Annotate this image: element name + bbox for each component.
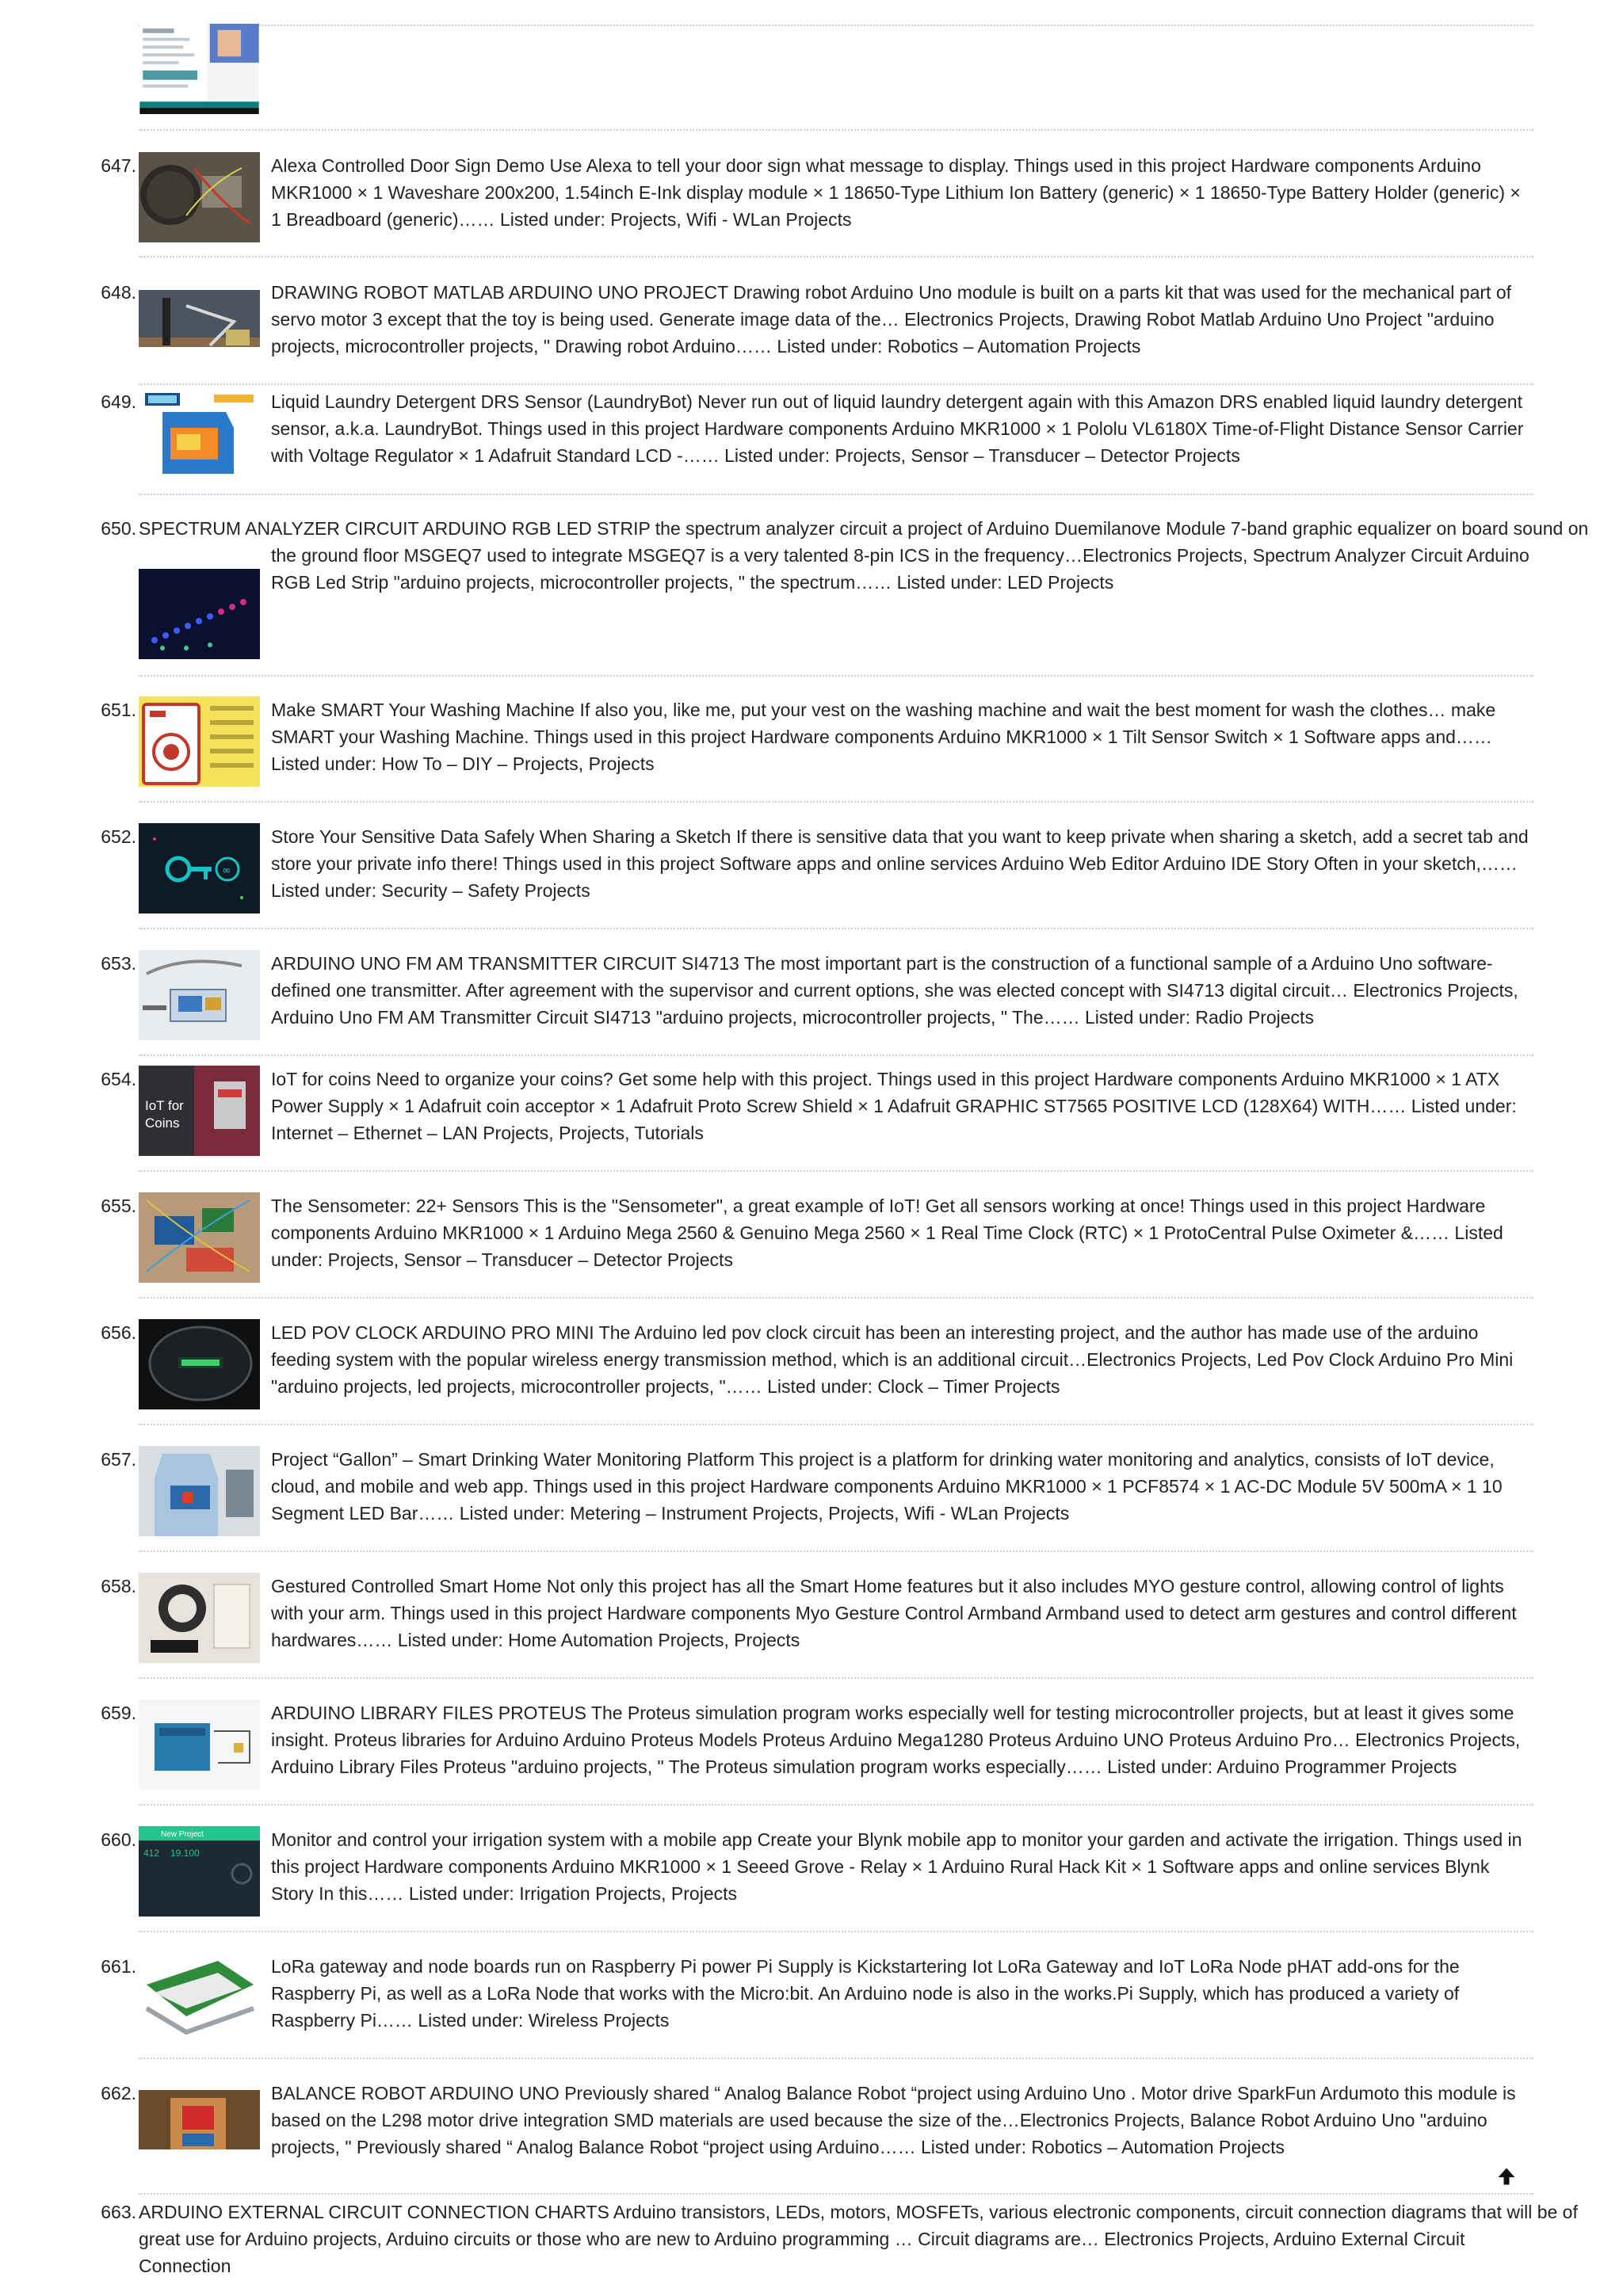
- separator: [139, 256, 1533, 257]
- project-thumbnail[interactable]: [139, 823, 260, 913]
- thumbnail-image: [139, 24, 260, 114]
- thumbnail-image: [139, 1319, 260, 1409]
- item-number: 657.: [101, 1449, 136, 1470]
- thumbnail-image: [139, 696, 260, 787]
- item-number: 653.: [101, 953, 136, 974]
- item-description[interactable]: IoT for coins Need to organize your coins? Get some help with this project. Things used in this project Hardware components Arduino MKR1000 × 1 ATX Power Supply × 1 Adafruit coin acceptor × 1 Adafruit Proto Screw Shield × 1 Adafruit GRAPHIC ST7565 POSITIVE LCD (128X64) WITH…… Listed under: Internet – Ethernet – LAN Projects, Projects, Tutorials: [271, 1069, 1517, 1143]
- project-thumbnail[interactable]: [139, 388, 260, 479]
- project-thumbnail[interactable]: [139, 1826, 260, 1917]
- separator: [139, 129, 1533, 131]
- thumbnail-image: [139, 1699, 260, 1790]
- thumbnail-image: [139, 1446, 260, 1536]
- separator: [139, 383, 1533, 385]
- item-description[interactable]: Gestured Controlled Smart Home Not only this project has all the Smart Home features but it also includes MYO gesture control, allowing control of lights with your arm. Things used in this project Hardware components Myo Gesture Control Armband Armband used to detect arm gestures and control different hardwares…… Listed under: Home Automation Projects, Projects: [271, 1576, 1517, 1650]
- separator: [139, 928, 1533, 929]
- item-number: 662.: [101, 2083, 136, 2103]
- item-description[interactable]: Project “Gallon” – Smart Drinking Water Monitoring Platform This project is a platform for drinking water monitoring and analytics, consists of IoT device, cloud, and mobile and web app. Things used in this project Hardware components Arduino MKR1000 × 1 PCF8574 × 1 AC-DC Module 5V 500mA × 1 10 Segment LED Bar…… Listed under: Metering – Instrument Projects, Projects, Wifi - WLan Projects: [271, 1449, 1503, 1524]
- separator: [139, 1804, 1533, 1806]
- item-description[interactable]: ARDUINO UNO FM AM TRANSMITTER CIRCUIT SI4713 The most important part is the construction of a functional sample of a Arduino Uno software-defined one transmitter. After agreement with the supervisor and current options, she was elected concept with SI4713 digital circuit… Electronics Projects, Arduino Uno FM AM Transmitter Circuit SI4713 "arduino projects, microcontroller projects, " The…… Listed under: Radio Projects: [271, 953, 1518, 1028]
- project-thumbnail[interactable]: [139, 1319, 260, 1409]
- thumbnail-image: [139, 2080, 260, 2149]
- project-thumbnail[interactable]: [139, 2080, 260, 2149]
- thumbnail-image: [139, 950, 260, 1040]
- project-thumbnail[interactable]: [139, 696, 260, 787]
- item-description[interactable]: DRAWING ROBOT MATLAB ARDUINO UNO PROJECT Drawing robot Arduino Uno module is built on a parts kit that was used for the mechanical part of servo motor 3 except that the toy is being used. Generate image data of the… Electronics Projects, Drawing Robot Matlab Arduino Uno Project "arduino projects, microcontroller projects, " Drawing robot Arduino…… Listed under: Robotics – Automation Projects: [271, 282, 1512, 357]
- thumbnail-value: 412: [143, 1848, 160, 1859]
- item-description[interactable]: The Sensometer: 22+ Sensors This is the "Sensometer", a great example of IoT! Get all sensors working at once! Things used in this project Hardware components Arduino MKR1000 × 1 Arduino Mega 2560 & Genuino Mega 2560 × 1 Real Time Clock (RTC) × 1 ProtoCentral Pulse Oximeter &…… Listed under: Projects, Sensor – Transducer – Detector Projects: [271, 1196, 1503, 1270]
- item-number: 661.: [101, 1956, 136, 1977]
- item-description[interactable]: LoRa gateway and node boards run on Raspberry Pi power Pi Supply is Kickstartering Iot LoRa Gateway and IoT LoRa Node pHAT add-ons for the Raspberry Pi, as well as a LoRa Node that works with the Micro:bit. An Arduino node is also in the works.Pi Supply, which has produced a variety of Raspberry Pi…… Listed under: Wireless Projects: [271, 1956, 1460, 2031]
- item-first-line[interactable]: SPECTRUM ANALYZER CIRCUIT ARDUINO RGB LED STRIP the spectrum analyzer circuit a project of Arduino Duemilanove Module 7-band graphic equalizer on board sound on: [139, 518, 1589, 539]
- back-to-top-button[interactable]: [1493, 2163, 1520, 2190]
- project-thumbnail[interactable]: [139, 1066, 260, 1156]
- separator: [139, 25, 1533, 26]
- separator: [139, 2193, 1533, 2195]
- item-description[interactable]: Make SMART Your Washing Machine If also you, like me, put your vest on the washing machine and wait the best moment for wash the clothes… make SMART your Washing Machine. Things used in this project Hardware components Arduino MKR1000 × 1 Tilt Sensor Switch × 1 Software apps and…… Listed under: How To – DIY – Projects, Projects: [271, 700, 1496, 774]
- arrow-up-icon: [1495, 2165, 1518, 2187]
- thumbnail-image: [139, 388, 260, 479]
- separator: [139, 801, 1533, 803]
- project-thumbnail[interactable]: [139, 152, 260, 242]
- thumbnail-caption: IoT for Coins: [145, 1098, 184, 1131]
- item-number: 656.: [101, 1322, 136, 1343]
- separator: [139, 1931, 1533, 1932]
- thumbnail-image: [139, 152, 260, 242]
- item-number: 655.: [101, 1196, 136, 1216]
- item-description[interactable]: Liquid Laundry Detergent DRS Sensor (LaundryBot) Never run out of liquid laundry detergent again with this Amazon DRS enabled liquid laundry detergent sensor, a.k.a. LaundryBot. Things used in this project Hardware components Arduino MKR1000 × 1 Pololu VL6180X Time-of-Flight Distance Sensor Carrier with Voltage Regulator × 1 Adafruit Standard LCD -…… Listed under: Projects, Sensor – Transducer – Detector Projects: [271, 391, 1524, 466]
- item-number: 654.: [101, 1069, 136, 1089]
- project-thumbnail[interactable]: [139, 1573, 260, 1663]
- separator: [139, 1550, 1533, 1552]
- project-thumbnail[interactable]: [139, 1192, 260, 1283]
- project-thumbnail[interactable]: [139, 279, 260, 347]
- separator: [139, 1677, 1533, 1679]
- item-number: 647.: [101, 155, 136, 176]
- item-number: 660.: [101, 1829, 136, 1850]
- project-thumbnail[interactable]: [139, 569, 260, 659]
- thumbnail-image: [139, 1953, 260, 2043]
- item-description[interactable]: great use for Arduino projects, Arduino circuits or those who are new to Arduino programming … Circuit diagrams are… Electronics Projects, Arduino External Circuit Connection: [139, 2229, 1465, 2276]
- item-description[interactable]: Monitor and control your irrigation system with a mobile app Create your Blynk mobile app to monitor your garden and activate the irrigation. Things used in this project Hardware components Arduino MKR1000 × 1 Seeed Grove - Relay × 1 Arduino Rural Hack Kit × 1 Software apps and online services Blynk Story In this…… Listed under: Irrigation Projects, Projects: [271, 1829, 1522, 1904]
- item-first-line[interactable]: ARDUINO EXTERNAL CIRCUIT CONNECTION CHARTS Arduino transistors, LEDs, motors, MOSFETs, various electronic components, circuit connection diagrams that will be of: [139, 2202, 1578, 2222]
- thumbnail-image: [139, 279, 260, 347]
- item-number: 650.: [101, 518, 136, 539]
- thumbnail-image: [139, 1826, 260, 1917]
- separator: [139, 675, 1533, 677]
- thumbnail-image: [139, 1066, 260, 1156]
- separator: [139, 1424, 1533, 1425]
- thumbnail-caption: New Project: [161, 1830, 204, 1839]
- thumbnail-value: 19.100: [170, 1848, 200, 1859]
- svg-text:∞: ∞: [222, 864, 231, 877]
- project-thumbnail[interactable]: [139, 950, 260, 1040]
- item-description[interactable]: BALANCE ROBOT ARDUINO UNO Previously shared “ Analog Balance Robot “project using Arduino Uno . Motor drive SparkFun Ardumoto this module is based on the L298 motor drive integration SMD materials are used because the size of the…Electronics Projects, Balance Robot Arduino Uno "arduino projects, " Previously shared “ Analog Balance Robot “project using Arduino…… Listed under: Robotics – Automation Projects: [271, 2083, 1516, 2157]
- project-thumbnail[interactable]: [139, 1446, 260, 1536]
- separator: [139, 1170, 1533, 1172]
- item-number: 648.: [101, 282, 136, 303]
- item-number: 658.: [101, 1576, 136, 1596]
- item-number: 652.: [101, 826, 136, 847]
- item-description[interactable]: LED POV CLOCK ARDUINO PRO MINI The Arduino led pov clock circuit has been an interesting project, and the author has made use of the arduino feeding system with the popular wireless energy transmission method, which is an additional circuit…Electronics Projects, Led Pov Clock Arduino Pro Mini "arduino projects, led projects, microcontroller projects, "…… Listed under: Clock – Timer Projects: [271, 1322, 1514, 1397]
- thumbnail-image: [139, 569, 260, 659]
- thumbnail-image: [139, 823, 260, 913]
- item-number: 663.: [101, 2202, 136, 2222]
- separator: [139, 1055, 1533, 1056]
- item-number: 649.: [101, 391, 136, 412]
- project-thumbnail[interactable]: [139, 1699, 260, 1790]
- item-description[interactable]: the ground floor MSGEQ7 used to integrate MSGEQ7 is a very talented 8-pin ICS in the frequency…Electronics Projects, Spectrum Analyzer Circuit Arduino RGB Led Strip "arduino projects, microcontroller projects, " the spectrum…… Listed under: LED Projects: [271, 545, 1529, 593]
- thumbnail-image: [139, 1573, 260, 1663]
- separator: [139, 1297, 1533, 1299]
- item-description[interactable]: Store Your Sensitive Data Safely When Sharing a Sketch If there is sensitive data that you want to keep private when sharing a sketch, add a secret tab and store your private info there! Things used in this project Software apps and online services Arduino Web Editor Arduino IDE Story Often in your sketch,…… Listed under: Security – Safety Projects: [271, 826, 1529, 901]
- separator: [139, 2058, 1533, 2059]
- project-thumbnail[interactable]: [139, 24, 260, 116]
- item-description[interactable]: ARDUINO LIBRARY FILES PROTEUS The Proteus simulation program works especially well for testing microcontroller projects, but at least it gives some insight. Proteus libraries for Arduino Arduino Proteus Models Proteus Arduino Mega1280 Proteus Arduino UNO Proteus Arduino Pro… Electronics Projects, Arduino Library Files Proteus "arduino projects, " The Proteus simulation program works especially…… Listed under: Arduino Programmer Projects: [271, 1703, 1521, 1777]
- item-number: 659.: [101, 1703, 136, 1723]
- separator: [139, 494, 1533, 495]
- project-thumbnail[interactable]: [139, 1953, 260, 2043]
- item-description[interactable]: Alexa Controlled Door Sign Demo Use Alexa to tell your door sign what message to display. Things used in this project Hardware components Arduino MKR1000 × 1 Waveshare 200x200, 1.54inch E-Ink display module × 1 18650-Type Lithium Ion Battery (generic) × 1 18650-Type Battery Holder (generic) × 1 Breadboard (generic)…… Listed under: Projects, Wifi - WLan Projects: [271, 155, 1521, 230]
- thumbnail-image: [139, 1192, 260, 1283]
- item-number: 651.: [101, 700, 136, 720]
